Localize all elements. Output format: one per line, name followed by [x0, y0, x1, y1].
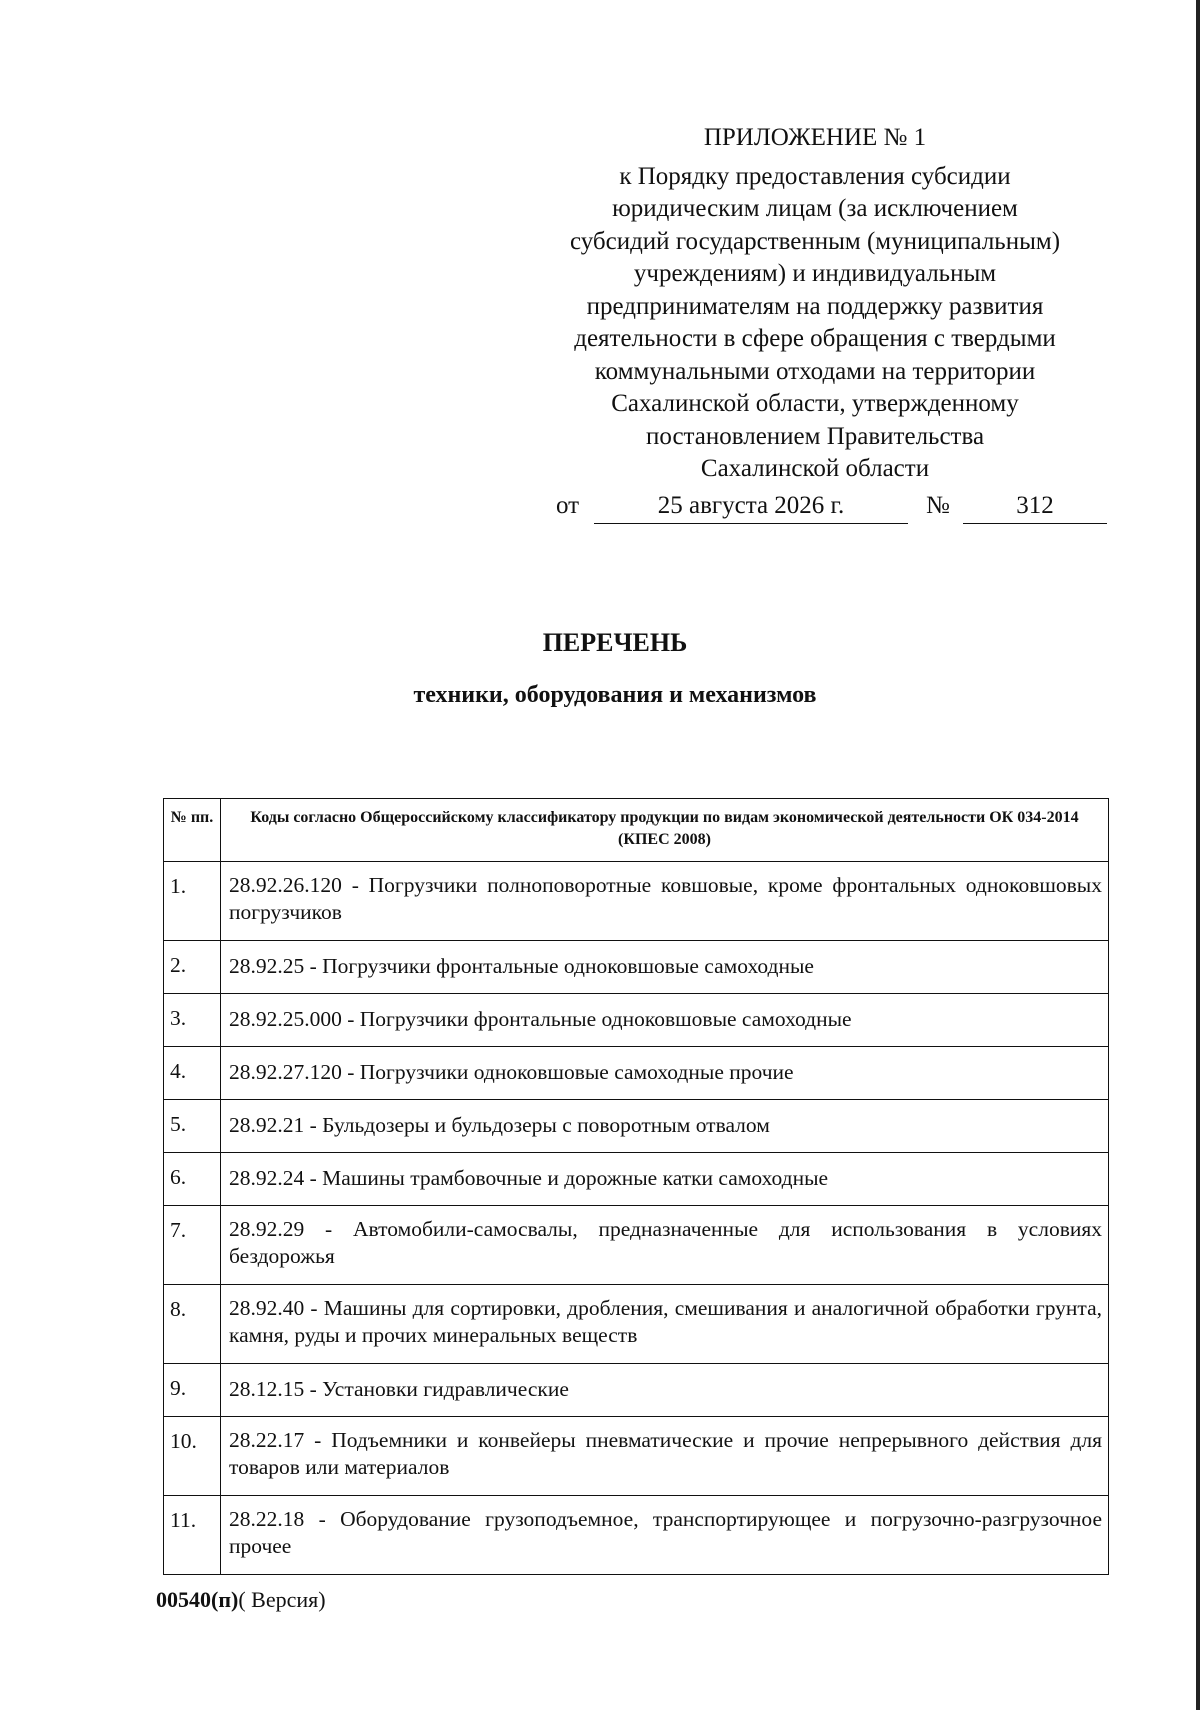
table-row [164, 1496, 1109, 1575]
number-label: № [926, 492, 950, 519]
appendix-line: Сахалинской области, утвержденному [611, 390, 1019, 417]
appendix-line: к Порядку предоставления субсидии [619, 162, 1011, 190]
table-row [164, 1285, 1109, 1364]
appendix-title: ПРИЛОЖЕНИЕ № 1 [703, 124, 927, 151]
table-row [164, 862, 1109, 941]
row-number: 9. [164, 1364, 221, 1417]
row-description: 28.92.29 - Автомобили-самосвалы, предназначенные для использования в условиях бездорожья [221, 1206, 1109, 1285]
row-number: 2. [164, 941, 221, 994]
row-number: 7. [164, 1206, 221, 1285]
resolution-number: 312 [963, 492, 1107, 524]
row-number: 10. [164, 1417, 221, 1496]
appendix-line: юридическим лицам (за исключением [612, 195, 1018, 222]
table-row [164, 941, 1109, 994]
appendix-line: предпринимателям на поддержку развития [586, 292, 1044, 320]
document-footer [156, 1587, 326, 1613]
row-description: 28.92.26.120 - Погрузчики полноповоротные ковшовые, кроме фронтальных одноковшовых погрузчиков [221, 862, 1109, 941]
equipment-table [163, 798, 1109, 1575]
table-row [164, 1417, 1109, 1496]
appendix-header [520, 122, 1110, 486]
appendix-line: постановлением Правительства [645, 422, 985, 450]
list-subtitle: техники, оборудования и механизмов [413, 682, 817, 708]
row-description: 28.92.21 - Бульдозеры и бульдозеры с поворотным отвалом [221, 1100, 1109, 1153]
resolution-date-row [556, 488, 1116, 528]
table-row [164, 1153, 1109, 1206]
header-codes: Коды согласно Общероссийскому классификатору продукции по видам экономической деятельности ОК 034-2014 (КПЕС 2008) [221, 799, 1109, 862]
header-number: № пп. [164, 799, 221, 862]
table-row [164, 994, 1109, 1047]
row-description: 28.92.24 - Машины трамбовочные и дорожные катки самоходные [221, 1153, 1109, 1206]
row-description: 28.92.25 - Погрузчики фронтальные одноковшовые самоходные [221, 941, 1109, 994]
page-edge [1196, 0, 1200, 1710]
document-code: 00540(п) [156, 1587, 239, 1612]
appendix-line: Сахалинской области [700, 455, 930, 482]
appendix-line: коммунальными отходами на территории [594, 357, 1036, 385]
from-label: от [556, 492, 580, 519]
document-version: ( Версия) [238, 1587, 326, 1612]
appendix-line: деятельности в сфере обращения с твердыми [574, 325, 1056, 352]
row-number: 4. [164, 1047, 221, 1100]
table-row [164, 1206, 1109, 1285]
table-row [164, 1364, 1109, 1417]
row-description: 28.92.27.120 - Погрузчики одноковшовые самоходные прочие [221, 1047, 1109, 1100]
table-header-row [164, 799, 1109, 862]
row-description: 28.12.15 - Установки гидравлические [221, 1364, 1109, 1417]
list-title: ПЕРЕЧЕНЬ [542, 628, 688, 657]
row-number: 1. [164, 862, 221, 941]
row-number: 3. [164, 994, 221, 1047]
appendix-line: учреждениям) и индивидуальным [633, 260, 997, 287]
table-row [164, 1047, 1109, 1100]
row-description: 28.22.18 - Оборудование грузоподъемное, транспортирующее и погрузочно-разгрузочное прочее [221, 1496, 1109, 1575]
appendix-line: субсидий государственным (муниципальным) [569, 227, 1061, 255]
resolution-date: 25 августа 2026 г. [594, 492, 908, 524]
row-description: 28.92.40 - Машины для сортировки, дробления, смешивания и аналогичной обработки грунта, камня, руды и прочих минеральных веществ [221, 1285, 1109, 1364]
row-number: 6. [164, 1153, 221, 1206]
table-row [164, 1100, 1109, 1153]
row-number: 11. [164, 1496, 221, 1575]
row-description: 28.22.17 - Подъемники и конвейеры пневматические и прочие непрерывного действия для товаров или материалов [221, 1417, 1109, 1496]
row-description: 28.92.25.000 - Погрузчики фронтальные одноковшовые самоходные [221, 994, 1109, 1047]
row-number: 5. [164, 1100, 221, 1153]
row-number: 8. [164, 1285, 221, 1364]
